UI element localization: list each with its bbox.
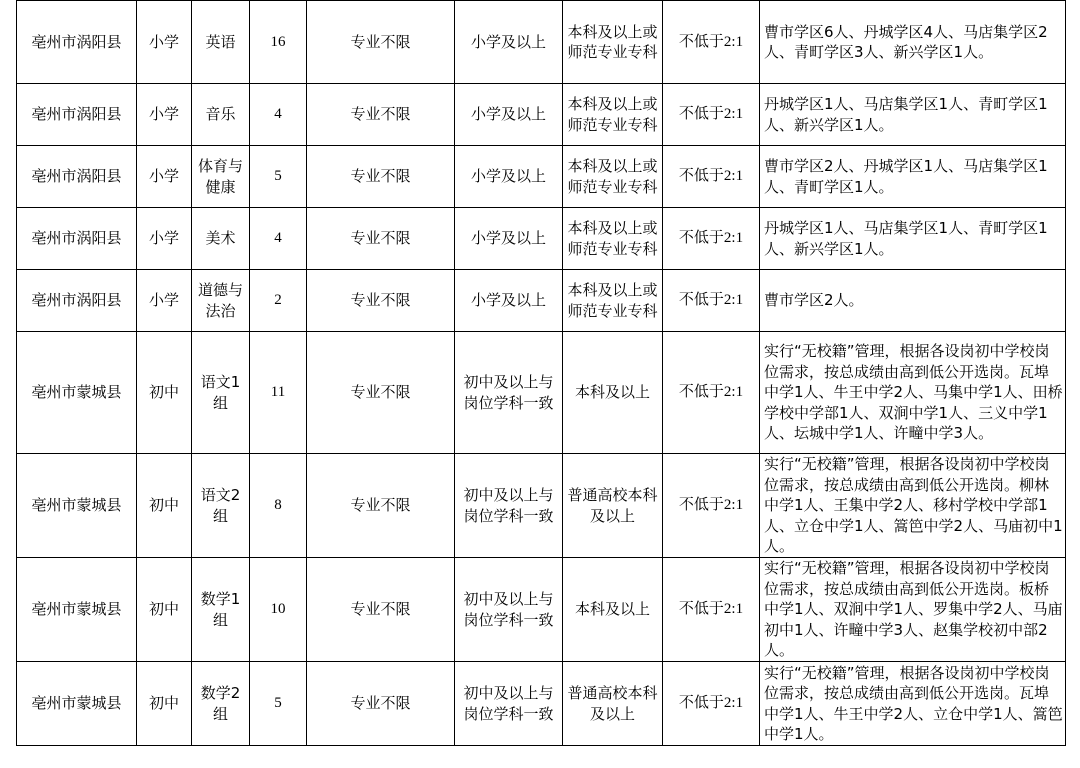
table-row — [17, 454, 1066, 558]
count-cell: 16 — [250, 1, 307, 84]
table-row — [17, 558, 1066, 662]
ratio-cell: 不低于2:1 — [663, 332, 760, 454]
note-cell: 丹城学区1人、马店集学区1人、青町学区1人、新兴学区1人。 — [760, 84, 1066, 146]
ratio-cell: 不低于2:1 — [663, 146, 760, 208]
level-cell: 初中 — [137, 332, 192, 454]
major-cell: 专业不限 — [307, 454, 455, 558]
table-row — [17, 208, 1066, 270]
subject-cell: 音乐 — [192, 84, 250, 146]
subject-cell: 道德与法治 — [192, 270, 250, 332]
recruitment-table — [16, 0, 1066, 746]
note-cell: 实行“无校籍”管理，根据各设岗初中学校岗位需求，按总成绩由高到低公开选岗。瓦埠中学1人、牛王中学2人、马集中学1人、田桥学校中学部1人、双涧中学1人、三义中学1人、坛城中学1人、许疃中学3人。 — [760, 332, 1066, 454]
education-cell: 普通高校本科及以上 — [563, 662, 663, 746]
education-cell: 本科及以上或师范专业专科 — [563, 1, 663, 84]
subject-cell: 数学1组 — [192, 558, 250, 662]
major-cell: 专业不限 — [307, 208, 455, 270]
count-cell: 5 — [250, 146, 307, 208]
region-cell: 亳州市涡阳县 — [17, 84, 137, 146]
count-cell: 5 — [250, 662, 307, 746]
note-cell: 曹市学区2人。 — [760, 270, 1066, 332]
education-cell: 本科及以上或师范专业专科 — [563, 84, 663, 146]
cert-cell: 初中及以上与岗位学科一致 — [455, 662, 563, 746]
count-cell: 4 — [250, 84, 307, 146]
note-cell: 实行“无校籍”管理，根据各设岗初中学校岗位需求，按总成绩由高到低公开选岗。板桥中学1人、双涧中学1人、罗集中学2人、马庙初中1人、许疃中学3人、赵集学校初中部2人。 — [760, 558, 1066, 662]
cert-cell: 初中及以上与岗位学科一致 — [455, 558, 563, 662]
major-cell: 专业不限 — [307, 662, 455, 746]
ratio-cell: 不低于2:1 — [663, 84, 760, 146]
level-cell: 小学 — [137, 270, 192, 332]
level-cell: 初中 — [137, 662, 192, 746]
note-cell: 丹城学区1人、马店集学区1人、青町学区1人、新兴学区1人。 — [760, 208, 1066, 270]
education-cell: 本科及以上 — [563, 332, 663, 454]
level-cell: 小学 — [137, 208, 192, 270]
region-cell: 亳州市涡阳县 — [17, 270, 137, 332]
table-row — [17, 1, 1066, 84]
ratio-cell: 不低于2:1 — [663, 270, 760, 332]
ratio-cell: 不低于2:1 — [663, 208, 760, 270]
region-cell: 亳州市蒙城县 — [17, 558, 137, 662]
cert-cell: 初中及以上与岗位学科一致 — [455, 454, 563, 558]
note-cell: 实行“无校籍”管理，根据各设岗初中学校岗位需求，按总成绩由高到低公开选岗。瓦埠中学1人、牛王中学2人、立仓中学1人、篙笆中学1人。 — [760, 662, 1066, 746]
count-cell: 11 — [250, 332, 307, 454]
subject-cell: 语文1组 — [192, 332, 250, 454]
major-cell: 专业不限 — [307, 146, 455, 208]
subject-cell: 体育与健康 — [192, 146, 250, 208]
major-cell: 专业不限 — [307, 270, 455, 332]
table-row — [17, 270, 1066, 332]
cert-cell: 小学及以上 — [455, 270, 563, 332]
table-row — [17, 84, 1066, 146]
ratio-cell: 不低于2:1 — [663, 1, 760, 84]
ratio-cell: 不低于2:1 — [663, 662, 760, 746]
ratio-cell: 不低于2:1 — [663, 558, 760, 662]
note-cell: 曹市学区6人、丹城学区4人、马店集学区2人、青町学区3人、新兴学区1人。 — [760, 1, 1066, 84]
cert-cell: 小学及以上 — [455, 84, 563, 146]
count-cell: 4 — [250, 208, 307, 270]
table-row — [17, 662, 1066, 746]
region-cell: 亳州市蒙城县 — [17, 662, 137, 746]
education-cell: 本科及以上 — [563, 558, 663, 662]
note-cell: 实行“无校籍”管理，根据各设岗初中学校岗位需求，按总成绩由高到低公开选岗。柳林中学1人、王集中学2人、移村学校中学部1人、立仓中学1人、篙笆中学2人、马庙初中1人。 — [760, 454, 1066, 558]
subject-cell: 英语 — [192, 1, 250, 84]
table-row — [17, 332, 1066, 454]
note-cell: 曹市学区2人、丹城学区1人、马店集学区1人、青町学区1人。 — [760, 146, 1066, 208]
ratio-cell: 不低于2:1 — [663, 454, 760, 558]
cert-cell: 初中及以上与岗位学科一致 — [455, 332, 563, 454]
table-row — [17, 146, 1066, 208]
major-cell: 专业不限 — [307, 1, 455, 84]
education-cell: 本科及以上或师范专业专科 — [563, 270, 663, 332]
subject-cell: 语文2组 — [192, 454, 250, 558]
count-cell: 10 — [250, 558, 307, 662]
count-cell: 2 — [250, 270, 307, 332]
level-cell: 小学 — [137, 146, 192, 208]
region-cell: 亳州市蒙城县 — [17, 454, 137, 558]
major-cell: 专业不限 — [307, 84, 455, 146]
major-cell: 专业不限 — [307, 332, 455, 454]
cert-cell: 小学及以上 — [455, 146, 563, 208]
cert-cell: 小学及以上 — [455, 1, 563, 84]
subject-cell: 美术 — [192, 208, 250, 270]
subject-cell: 数学2组 — [192, 662, 250, 746]
education-cell: 本科及以上或师范专业专科 — [563, 146, 663, 208]
region-cell: 亳州市涡阳县 — [17, 208, 137, 270]
level-cell: 小学 — [137, 1, 192, 84]
region-cell: 亳州市涡阳县 — [17, 1, 137, 84]
region-cell: 亳州市涡阳县 — [17, 146, 137, 208]
count-cell: 8 — [250, 454, 307, 558]
level-cell: 初中 — [137, 454, 192, 558]
education-cell: 普通高校本科及以上 — [563, 454, 663, 558]
education-cell: 本科及以上或师范专业专科 — [563, 208, 663, 270]
major-cell: 专业不限 — [307, 558, 455, 662]
cert-cell: 小学及以上 — [455, 208, 563, 270]
level-cell: 小学 — [137, 84, 192, 146]
level-cell: 初中 — [137, 558, 192, 662]
region-cell: 亳州市蒙城县 — [17, 332, 137, 454]
